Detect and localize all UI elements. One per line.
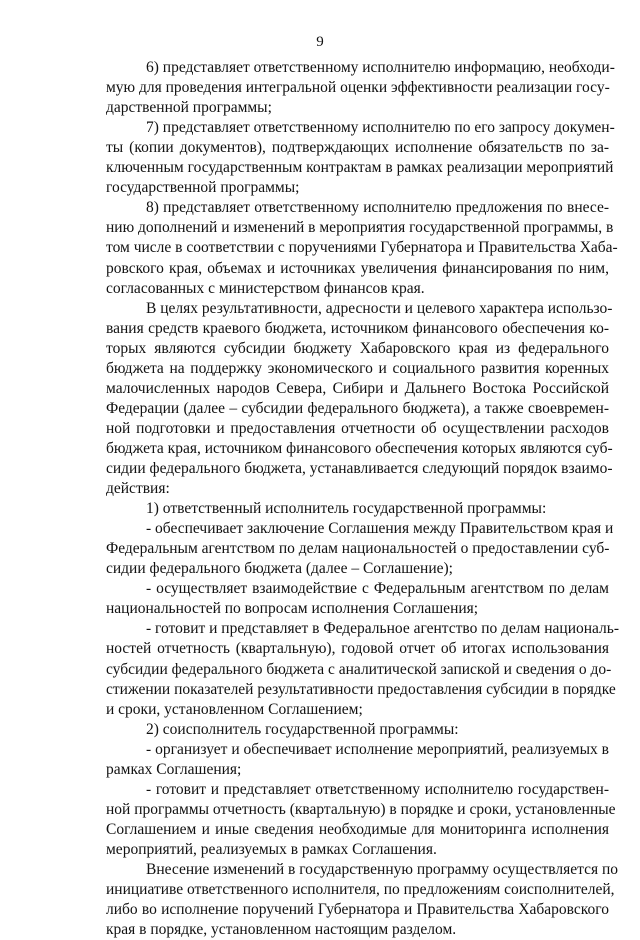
text-line: сидии федерального бюджета (далее – Соглашение);: [106, 560, 453, 578]
text-line: - обеспечивает заключение Соглашения между Правительством края и: [146, 520, 614, 538]
text-line: края в порядке, установленном настоящим разделом.: [106, 921, 457, 939]
text-line: Федерации (далее – субсидии федерального бюджета), а также своевремен-: [106, 399, 609, 417]
text-line: - готовит и представляет в Федеральное агентство по делам националь-: [146, 620, 620, 638]
text-line: ты (копии документов), подтверждающих исполнение обязательств по за-: [106, 139, 609, 157]
text-line: инициативе ответственного исполнителя, по предложениям соисполнителей,: [106, 881, 615, 899]
text-line: национальностей по вопросам исполнения Соглашения;: [106, 600, 479, 618]
text-line: - готовит и представляет ответственному исполнителю государствен-: [146, 780, 609, 798]
text-line: мероприятий, реализуемых в рамках Соглашения.: [106, 840, 437, 858]
text-line: том числе в соответствии с поручениями Губернатора и Правительства Хаба-: [106, 239, 618, 257]
text-line: согласованных с министерством финансов края.: [106, 279, 425, 297]
text-line: действия:: [106, 480, 170, 498]
text-line: 8) представляет ответственному исполнителю предложения по внесе-: [146, 199, 609, 217]
text-line: либо во исполнение поручений Губернатора и Правительства Хабаровского: [106, 901, 609, 919]
text-line: рамках Соглашения;: [106, 760, 242, 778]
text-line: 7) представляет ответственному исполнителю по его запросу докумен-: [146, 119, 615, 137]
text-line: нию дополнений и изменений в мероприятия государственной программы, в: [106, 219, 614, 237]
text-line: - организует и обеспечивает исполнение мероприятий, реализуемых в: [146, 740, 609, 758]
text-line: ной программы отчетность (квартальную) в порядке и сроки, установленные: [106, 800, 616, 818]
text-line: 1) ответственный исполнитель государственной программы:: [146, 500, 547, 518]
page-number: 9: [316, 34, 324, 50]
text-line: сидии федерального бюджета, устанавливается следующий порядок взаимо-: [106, 460, 613, 477]
text-line: В целях результативности, адресности и целевого характера использо-: [146, 299, 613, 317]
text-line: торых являются субсидии бюджету Хабаровского края из федерального: [106, 339, 609, 357]
text-line: 6) представляет ответственному исполнителю информацию, необходи-: [146, 59, 615, 76]
text-line: государственной программы;: [106, 179, 300, 197]
text-line: 2) соисполнитель государственной программы:: [146, 720, 459, 738]
text-line: малочисленных народов Севера, Сибири и Дальнего Востока Российской: [106, 379, 609, 397]
text-line: Соглашением и иные сведения необходимые для мониторинга исполнения: [106, 820, 609, 838]
text-line: мую для проведения интегральной оценки эффективности реализации госу-: [106, 79, 610, 97]
text-line: бюджета на поддержку экономического и социального развития коренных: [106, 359, 609, 377]
text-line: Внесение изменений в государственную программу осуществляется по: [146, 861, 619, 878]
text-line: ной подготовки и предоставления отчетности об осуществлении расходов: [106, 419, 609, 437]
text-line: дарственной программы;: [106, 99, 272, 117]
text-line: ключенным государственным контрактам в рамках реализации мероприятий: [106, 159, 614, 177]
text-line: вания средств краевого бюджета, источником финансового обеспечения ко-: [106, 319, 609, 337]
text-line: ностей отчетность (квартальную), годовой отчет об итогах использования: [106, 640, 609, 658]
text-line: - осуществляет взаимодействие с Федеральным агентством по делам: [146, 580, 609, 598]
text-line: и сроки, установленном Соглашением;: [106, 700, 363, 718]
text-line: субсидии федерального бюджета с аналитической запиской и сведения о до-: [106, 660, 612, 678]
text-line: ровского края, объемах и источниках увеличения финансирования по ним,: [106, 259, 609, 277]
text-line: Федеральным агентством по делам национальностей о предоставлении суб-: [106, 540, 610, 558]
text-line: стижении показателей результативности предоставления субсидии в порядке: [106, 680, 616, 698]
text-line: бюджета края, источником финансового обеспечения которых являются суб-: [106, 439, 613, 457]
